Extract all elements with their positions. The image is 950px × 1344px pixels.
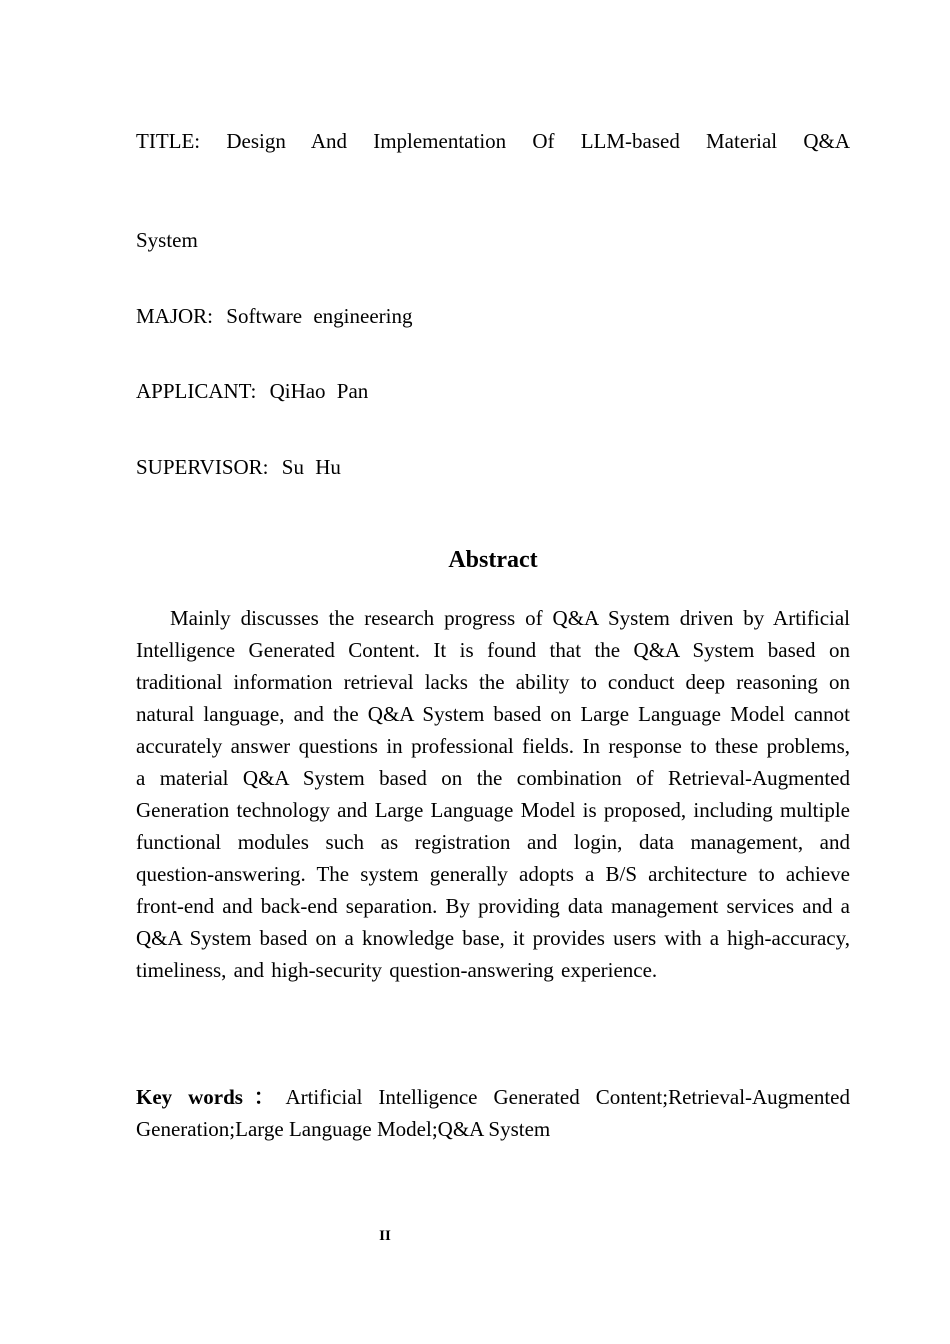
title-label: TITLE: — [136, 129, 201, 153]
title-line — [136, 127, 850, 155]
keywords-label: Key words： — [136, 1085, 286, 1109]
title-text: Design And Implementation Of LLM-based Material Q&A — [226, 129, 850, 153]
page-number: II — [379, 1228, 391, 1244]
abstract-body: Mainly discusses the research progress of Q&A System driven by Artificial Intelligence Generated Content. It is found that the Q&A System based on traditional information retrieval lacks the ability to conduct deep reasoning on natural language, and the Q&A System based on Large Language Model cannot accurately answer questions in professional fields. In response to these problems, a material Q&A System based on the combination of Retrieval-Augmented Generation technology and Large Language Model is proposed, including multiple functional modules such as registration and login, data management, and question-answering. The system generally adopts a B/S architecture to achieve front-end and back-end separation. By providing data management services and a Q&A System based on a knowledge base, it provides users with a high-accuracy, timeliness, and high-security question-answering experience. — [136, 606, 850, 982]
major-value: Software engineering — [226, 304, 413, 328]
abstract-heading: Abstract — [448, 547, 538, 573]
keywords-paragraph — [136, 1081, 850, 1145]
supervisor-label: SUPERVISOR: — [136, 455, 269, 479]
title-continuation — [136, 226, 850, 254]
supervisor-value: Su Hu — [281, 455, 341, 479]
supervisor-line — [136, 453, 850, 481]
applicant-line — [136, 377, 850, 405]
keywords-value: Artificial Intelligence Generated Content;Retrieval-Augmented Generation;Large Language Model;Q&A System — [136, 1085, 850, 1141]
title-text-continued: System — [136, 228, 198, 252]
applicant-value: QiHao Pan — [269, 379, 369, 403]
applicant-label: APPLICANT: — [136, 379, 257, 403]
major-line — [136, 302, 850, 330]
major-label: MAJOR: — [136, 304, 214, 328]
